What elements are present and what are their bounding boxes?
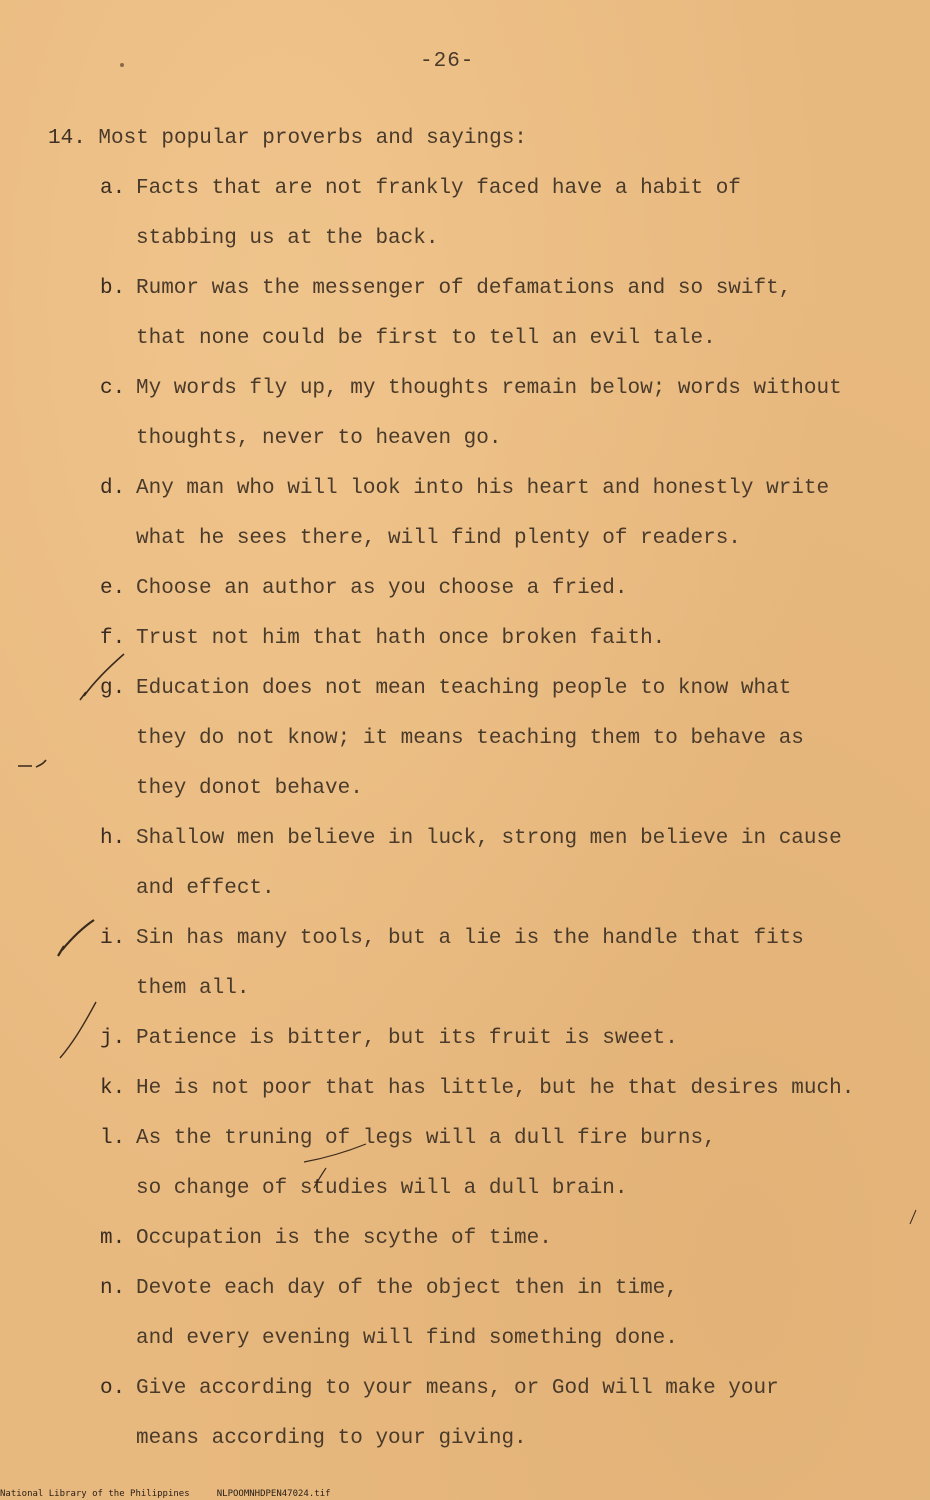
check-mark-j [54,996,104,1062]
proverb-line: and effect. [136,877,275,900]
item-letter: a. [100,177,126,200]
margin-stroke [908,1206,920,1226]
proverb-line: what he sees there, will find plenty of readers. [136,527,741,550]
proverb-line: He is not poor that has little, but he that desires much. [136,1077,855,1100]
item-letter: i. [100,927,126,950]
proverb-line: they donot behave. [136,777,363,800]
item-letter: e. [100,577,126,600]
proverb-line: and every evening will find something done. [136,1327,678,1350]
proverb-line: As the truning of legs will a dull fire burns, [136,1127,716,1150]
proverb-line: Sin has many tools, but a lie is the handle that fits [136,927,804,950]
proverb-line: stabbing us at the back. [136,227,439,250]
proverb-line: so change of studies will a dull brain. [136,1177,628,1200]
proverb-line: means according to your giving. [136,1427,527,1450]
item-letter: j. [100,1027,126,1050]
proverb-line: My words fly up, my thoughts remain below; words without [136,377,842,400]
proverb-line: Give according to your means, or God will make your [136,1377,779,1400]
item-letter: f. [100,627,126,650]
item-letter: b. [100,277,126,300]
proverb-line: Rumor was the messenger of defamations and so swift, [136,277,792,300]
check-mark-i [52,916,98,960]
page-number: -26- [420,50,475,73]
proverb-line: Devote each day of the object then in time, [136,1277,678,1300]
item-letter: n. [100,1277,126,1300]
proverb-line: Education does not mean teaching people to know what [136,677,792,700]
section-number: 14. [48,127,86,150]
proverb-line: that none could be first to tell an evil tale. [136,327,716,350]
proverb-line: Trust not him that hath once broken faith. [136,627,666,650]
proverb-line: Patience is bitter, but its fruit is sweet. [136,1027,678,1050]
item-letter: g. [100,677,126,700]
check-mark-g [74,648,134,708]
proverb-line: Shallow men believe in luck, strong men believe in cause [136,827,842,850]
margin-mark [16,756,52,772]
proverb-line: they do not know; it means teaching them to behave as [136,727,804,750]
edit-mark-l [296,1142,386,1192]
item-letter: l. [100,1127,126,1150]
item-letter: k. [100,1077,126,1100]
proverb-line: Choose an author as you choose a fried. [136,577,628,600]
archive-footer: National Library of the Philippines NLPOOMNHDPEN47024.tif [0,1489,331,1499]
proverb-line: Facts that are not frankly faced have a habit of [136,177,741,200]
proverb-line: Any man who will look into his heart and honestly write [136,477,830,500]
item-letter: d. [100,477,126,500]
proverb-line: thoughts, never to heaven go. [136,427,502,450]
proverb-line: them all. [136,977,250,1000]
proverb-line: Occupation is the scythe of time. [136,1227,552,1250]
section-heading [48,127,527,150]
item-letter: m. [100,1227,126,1250]
item-letter: o. [100,1377,126,1400]
section-title: Most popular proverbs and sayings: [98,127,527,150]
margin-dot [120,63,124,67]
item-letter: h. [100,827,126,850]
item-letter: c. [100,377,126,400]
